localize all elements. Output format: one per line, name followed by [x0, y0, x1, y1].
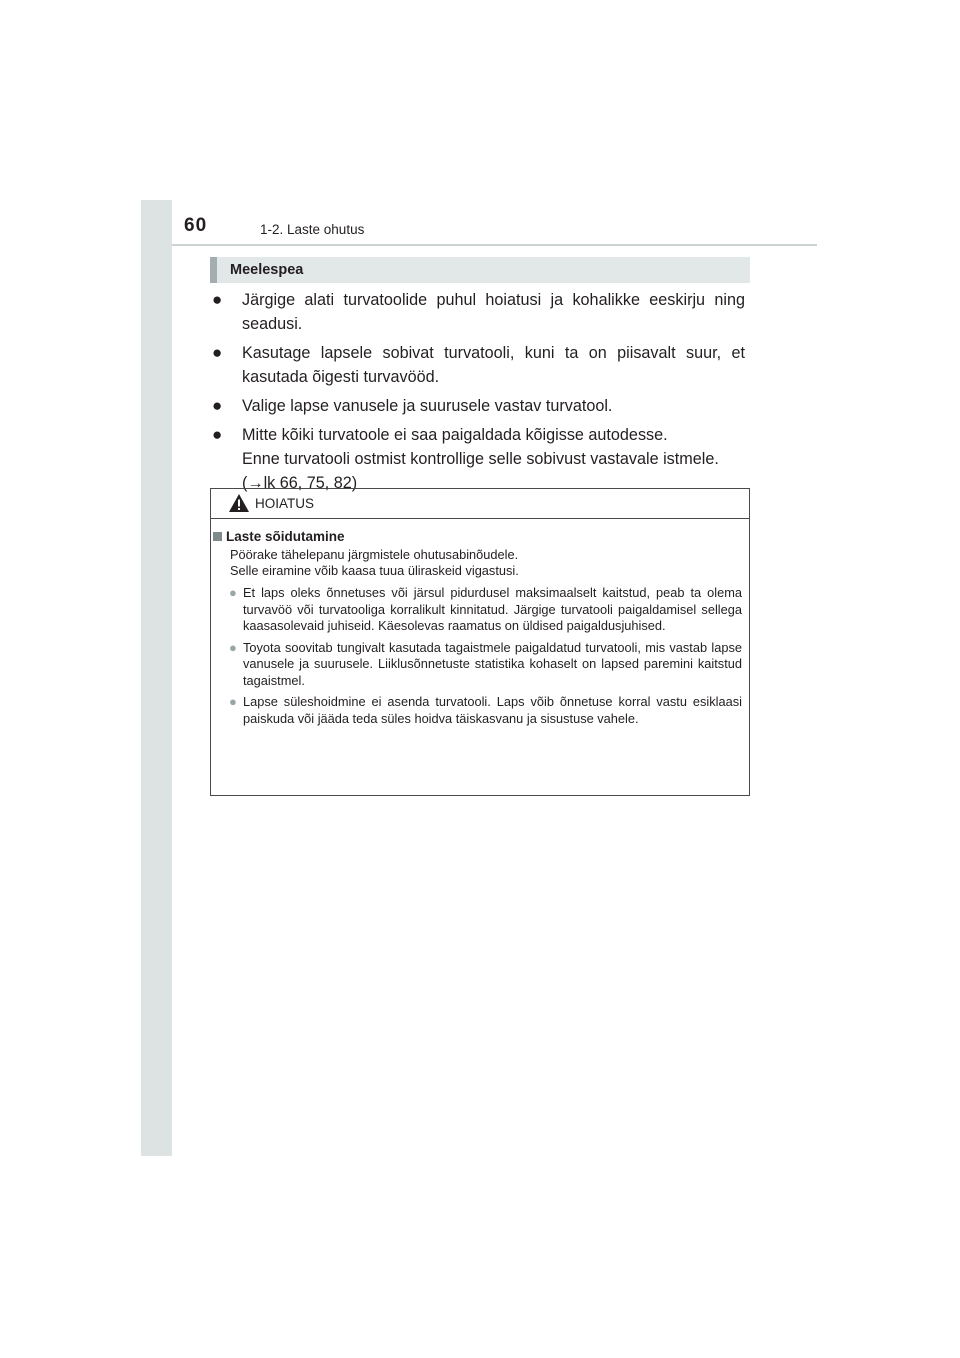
bullet-icon: ●: [229, 694, 237, 709]
bullet-icon: ●: [212, 425, 223, 444]
info-item: [210, 394, 745, 418]
info-item-text: Valige lapse vanusele ja suurusele vastav turvatool.: [242, 397, 613, 415]
bullet-icon: ●: [212, 343, 223, 362]
warning-intro-line: Selle eiramine võib kaasa tuua üliraskeid vigastusi.: [230, 563, 519, 578]
info-heading: [210, 257, 750, 283]
warning-subheading: [213, 529, 742, 544]
warning-title: HOIATUS: [255, 496, 315, 511]
side-margin-strip: [141, 200, 172, 1156]
warning-intro: [213, 547, 742, 579]
info-item: [210, 423, 745, 495]
header-divider: [172, 244, 817, 246]
warning-intro-line: Pöörake tähelepanu järgmistele ohutusabinõudele.: [230, 547, 519, 562]
info-heading-label: Meelespea: [230, 262, 304, 278]
warning-item-text: Toyota soovitab tungivalt kasutada tagaistmele paigaldatud turvatooli, mis vastab lapse vanusele ja suurusele. Liiklusõnnetuste statistika kohaselt on lapsed paremini kaitstud tagaistmel.: [243, 639, 742, 688]
bullet-icon: ●: [229, 585, 237, 600]
info-item-text: Järgige alati turvatoolide puhul hoiatusi ja kohalikke eeskirju ning seadusi.: [242, 291, 745, 333]
info-item-text: Kasutage lapsele sobivat turvatooli, kuni ta on piisavalt suur, et kasutada õigesti turvavööd.: [242, 344, 745, 386]
info-item: [210, 341, 745, 389]
info-item-extra-text: Enne turvatooli ostmist kontrollige selle sobivust vastavale istmele.: [242, 450, 719, 468]
bullet-icon: ●: [212, 396, 223, 415]
info-item-text: Mitte kõiki turvatoole ei saa paigaldada kõigisse autodesse.: [242, 426, 668, 444]
square-bullet-icon: [213, 532, 222, 541]
warning-box: [210, 488, 750, 796]
warning-body: [211, 519, 749, 727]
info-list: [210, 288, 745, 500]
warning-triangle-icon: [228, 493, 250, 513]
warning-header: [211, 489, 749, 519]
bullet-icon: ●: [229, 639, 237, 655]
bullet-icon: ●: [212, 290, 223, 309]
section-title: 1-2. Laste ohutus: [260, 222, 365, 237]
warning-item: [213, 585, 742, 635]
warning-item-text: Et laps oleks õnnetuses või järsul pidurdusel maksimaalselt kaitstud, peab ta olema turvavöö või turvatooliga korralikult kinnitatud. Järgige turvatooli paigaldamisel sellega kaasasolevaid juhiseid. Käesolevas raamatus on üldised paigaldusjuhised.: [243, 585, 742, 633]
warning-item: [213, 640, 742, 690]
page-reference-link[interactable]: (→lk 66, 75, 82): [242, 474, 358, 492]
warning-item-text: Lapse süleshoidmine ei asenda turvatooli. Laps võib õnnetuse korral vastu esiklaasi paiskuda või jääda teda süles hoidva täiskasvanu ja sisustuse vahele.: [243, 694, 742, 726]
page-number: 60: [184, 215, 208, 236]
info-item: [210, 288, 745, 336]
warning-item: [213, 694, 742, 727]
warning-subheading-text: Laste sõidutamine: [226, 529, 345, 544]
